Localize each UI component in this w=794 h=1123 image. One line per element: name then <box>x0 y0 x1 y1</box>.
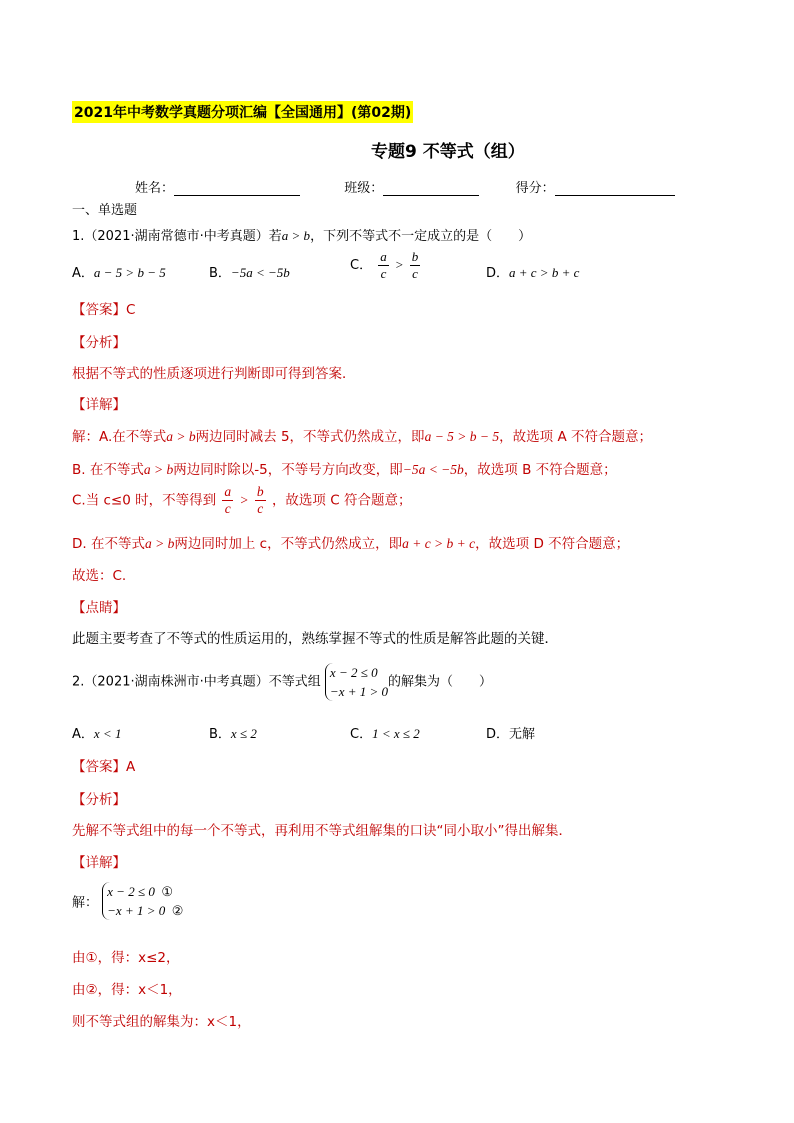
q2-step-1: 由①，得：x≤2， <box>72 950 180 966</box>
q2-detail-label: 【详解】 <box>72 855 126 871</box>
q2-stem <box>72 663 492 701</box>
q2-stem-post: 的解集为（ ） <box>388 674 493 690</box>
q1-option-d: D．a + c > b + c <box>486 265 580 281</box>
q1-source: （2021·湖南常德市·中考真题） <box>84 229 269 244</box>
q2-option-d: D．无解 <box>486 727 536 742</box>
q1-option-c: C． $\frac{a}{c}$ > $\frac{b}{c}$ <box>350 249 419 281</box>
q1-comment-text: 此题主要考查了不等式的性质运用的，熟练掌握不等式的性质是解答此题的关键． <box>72 631 558 647</box>
q2-option-c: C．1 < x ≤ 2 <box>350 726 420 742</box>
q2-option-b: B．x ≤ 2 <box>209 726 257 742</box>
section-title: 一、单选题 <box>72 203 138 218</box>
q1-stem-post: ，下列不等式不一定成立的是（ ） <box>310 229 532 244</box>
q1-detail-b: B. 在不等式a > b两边同时除以-5，不等号方向改变，即−5a < −5b，故选项 B 不符合题意； <box>72 462 617 478</box>
q1-detail-a: 解：A.在不等式a > b两边同时减去 5，不等式仍然成立，即a − 5 > b − 5，故选项 A 不符合题意； <box>72 429 652 445</box>
q1-stem <box>72 225 531 244</box>
q2-analysis-text: 先解不等式组中的每一个不等式，再利用不等式组解集的口诀“同小取小”得出解集． <box>72 823 572 839</box>
q2-option-a: A．x < 1 <box>72 726 122 742</box>
q2-solution-system: x − 2 ≤ 0 ① −x + 1 > 0 ② <box>102 882 183 920</box>
q1-stem-pre: 若 <box>268 229 282 244</box>
q2-number: 2. <box>72 674 85 690</box>
topic-title: 专题9 不等式（组） <box>371 142 525 162</box>
q2-step-2: 由②，得：x＜1， <box>72 982 182 998</box>
q1-comment-label: 【点睛】 <box>72 600 126 616</box>
q2-answer: 【答案】A <box>72 759 136 775</box>
q1-answer: 【答案】C <box>72 302 136 318</box>
q1-option-b: B．−5a < −5b <box>209 265 290 281</box>
q1-detail-label: 【详解】 <box>72 397 126 413</box>
student-info-row <box>135 177 675 196</box>
q2-inequality-system: x − 2 ≤ 0 −x + 1 > 0 <box>325 663 388 701</box>
name-label: 姓名： <box>135 181 175 196</box>
q1-analysis-text: 根据不等式的性质逐项进行判断即可得到答案． <box>72 366 356 382</box>
q1-condition: a > b <box>281 228 311 243</box>
q2-detail-system: 解： x − 2 ≤ 0 ① −x + 1 > 0 ② <box>72 884 184 918</box>
q1-number: 1. <box>72 229 85 244</box>
name-field[interactable] <box>174 181 300 196</box>
q1-analysis-label: 【分析】 <box>72 335 126 351</box>
q2-stem-pre: 不等式组 <box>268 674 321 690</box>
q1-detail-d: D. 在不等式a > b两边同时加上 c，不等式仍然成立，即a + c > b + c，故选项 D 不符合题意； <box>72 536 630 552</box>
q2-source: （2021·湖南株洲市·中考真题） <box>84 674 269 690</box>
score-label: 得分： <box>515 181 555 196</box>
class-field[interactable] <box>383 181 479 196</box>
score-field[interactable] <box>555 181 675 196</box>
q2-step-3: 则不等式组的解集为：x＜1， <box>72 1014 251 1030</box>
series-title: 2021年中考数学真题分项汇编【全国通用】(第02期) <box>72 101 413 123</box>
q1-detail-c: C.当 c≤0 时，不等得到 $\frac{a}{c}$ > $\frac{b}{c}$ ，故选项 C 符合题意； <box>72 484 412 516</box>
class-label: 班级： <box>344 181 384 196</box>
q1-option-a: A．a − 5 > b − 5 <box>72 265 166 281</box>
q2-analysis-label: 【分析】 <box>72 792 126 808</box>
q1-conclusion: 故选：C. <box>72 568 127 584</box>
